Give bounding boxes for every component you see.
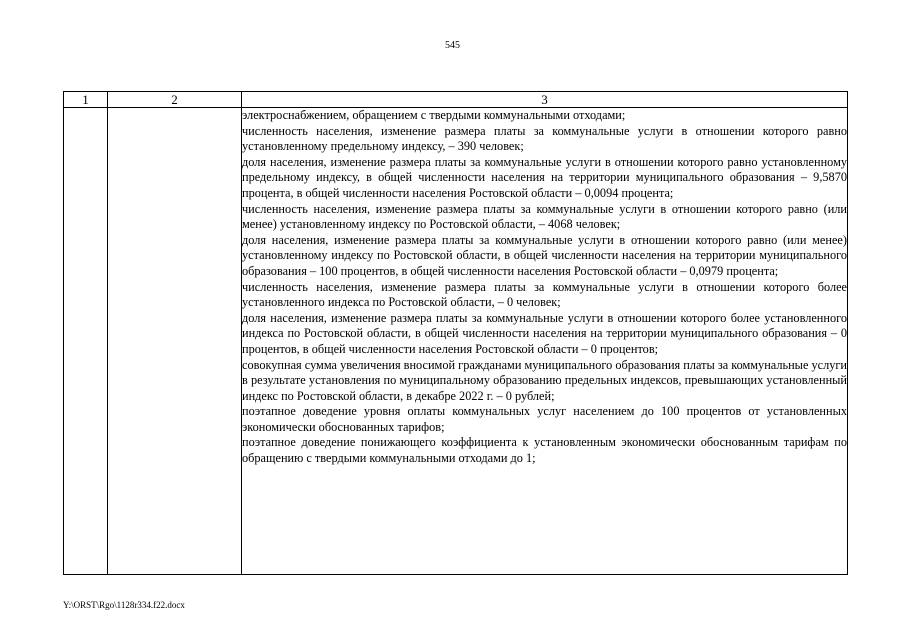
table-header-row [64, 92, 848, 108]
paragraph: численность населения, изменение размера платы за коммунальные услуги в отношении которого равно (или менее) установленному индексу по Ростовской области, – 4068 человек; [242, 201, 847, 232]
column-header-3: 3 [242, 92, 848, 108]
document-table [63, 91, 848, 575]
paragraph: совокупная сумма увеличения вносимой гражданами муниципального образования платы за коммунальные услуги в результате установления по муниципальному образованию предельных индексов, превышающих установленный индекс по Ростовской области, в декабре 2022 г. – 0 рублей; [242, 357, 847, 403]
paragraph: численность населения, изменение размера платы за коммунальные услуги в отношении которого более установленного индекса по Ростовской области, – 0 человек; [242, 279, 847, 310]
table-row [64, 108, 848, 575]
footer-file-path: Y:\ORST\Rgo\1128r334.f22.docx [63, 600, 185, 610]
paragraph: доля населения, изменение размера платы за коммунальные услуги в отношении которого более установленного индекса по Ростовской области, в общей численности населения на территории муниципального образования – 0 процентов, в общей численности населения Ростовской области – 0 процентов; [242, 310, 847, 356]
paragraph: численность населения, изменение размера платы за коммунальные услуги в отношении которого равно установленному предельному индексу, – 390 человек; [242, 123, 847, 154]
table-cell-column-1 [64, 108, 108, 575]
paragraph: доля населения, изменение размера платы за коммунальные услуги в отношении которого равно установленному предельному индексу, в общей численности населения на территории муниципального образования – 9,5870 процента, в общей численности населения Ростовской области – 0,0094 процента; [242, 154, 847, 200]
table-cell-column-3 [242, 108, 848, 575]
page-number: 545 [445, 40, 460, 51]
paragraph: электроснабжением, обращением с твердыми коммунальными отходами; [242, 108, 626, 122]
paragraph: доля населения, изменение размера платы за коммунальные услуги в отношении которого равно (или менее) установленному индексу по Ростовской области, в общей численности населения на территории муниципального образования – 100 процентов, в общей численности населения Ростовской области – 0,0979 процента; [242, 232, 847, 278]
paragraph: поэтапное доведение уровня оплаты коммунальных услуг населением до 100 процентов от установленных экономически обоснованных тарифов; [242, 404, 847, 434]
column-header-1: 1 [64, 92, 108, 108]
column-header-2: 2 [108, 92, 242, 108]
table-cell-column-2 [108, 108, 242, 575]
paragraph: поэтапное доведение понижающего коэффициента к установленным экономически обоснованным тарифам по обращению с твердыми коммунальными отходами до 1; [242, 435, 847, 466]
